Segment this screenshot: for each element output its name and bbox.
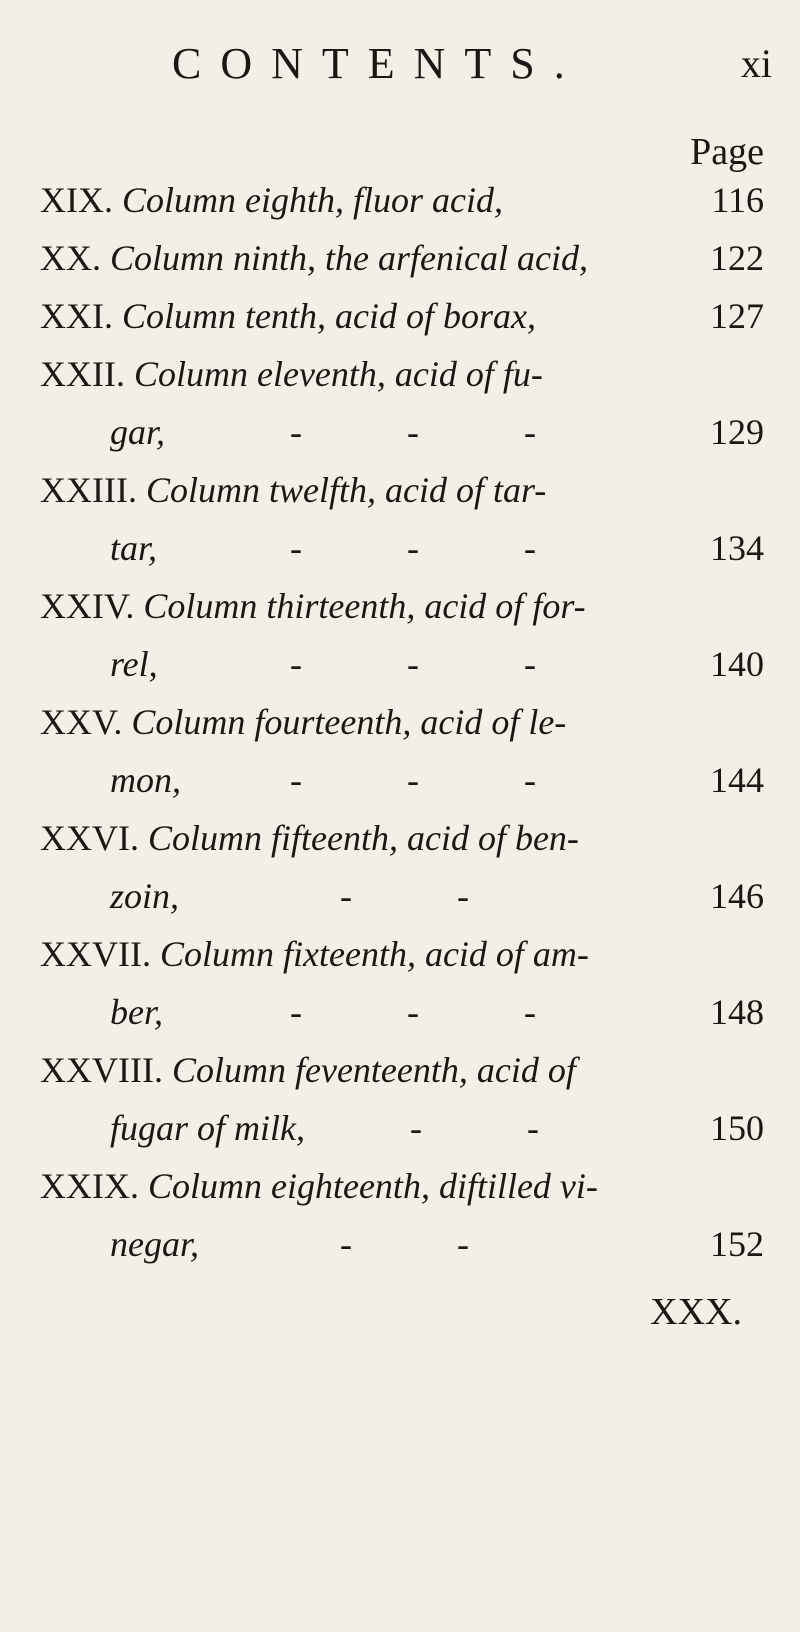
entry-text: Column eleventh, acid of fu-	[133, 354, 543, 394]
toc-entry	[40, 236, 764, 288]
toc-continuation-line	[40, 642, 764, 694]
entry-page: 127	[710, 296, 764, 336]
entry-text: Column eighteenth, diftilled vi-	[147, 1166, 598, 1206]
entry-number: XX.	[40, 238, 101, 278]
toc-line	[40, 700, 764, 752]
entry-number: XXVII.	[40, 934, 151, 974]
entry-page: 150	[710, 1108, 764, 1148]
entry-text: Column thirteenth, acid of for-	[143, 586, 586, 626]
toc-entry	[40, 352, 764, 462]
entry-continuation: tar,	[110, 528, 158, 568]
entry-number: XXII.	[40, 354, 125, 394]
entry-number: XXVI.	[40, 818, 139, 858]
entry-continuation: rel,	[110, 644, 158, 684]
entry-number: XXV.	[40, 702, 123, 742]
entry-text: Column feventeenth, acid of	[171, 1050, 576, 1090]
entry-page: 129	[710, 412, 764, 452]
toc-line	[40, 236, 764, 288]
toc-entry	[40, 584, 764, 694]
toc-entry	[40, 178, 764, 230]
entry-continuation: fugar of milk,	[110, 1108, 305, 1148]
running-header	[0, 38, 800, 98]
toc-entry	[40, 468, 764, 578]
entry-continuation: zoin,	[110, 876, 180, 916]
toc-line	[40, 1164, 764, 1216]
page-folio: xi	[740, 41, 772, 86]
toc-line	[40, 584, 764, 636]
entry-text: Column eighth, fluor acid,	[121, 180, 503, 220]
entry-continuation: ber,	[110, 992, 163, 1032]
toc-line	[40, 1048, 764, 1100]
toc-line	[40, 352, 764, 404]
entry-continuation: negar,	[110, 1224, 199, 1264]
entry-text: Column twelfth, acid of tar-	[145, 470, 547, 510]
entry-number: XIX.	[40, 180, 113, 220]
leader-dashes: - - -	[290, 412, 584, 452]
toc-continuation-line	[40, 1106, 764, 1158]
entry-page: 116	[711, 180, 764, 220]
entry-page: 152	[710, 1224, 764, 1264]
entry-text: Column fifteenth, acid of ben-	[147, 818, 579, 858]
entry-page: 146	[710, 876, 764, 916]
entry-page: 148	[710, 992, 764, 1032]
toc-continuation-line	[40, 874, 764, 926]
entry-text: Column ninth, the arfenical acid,	[110, 238, 588, 278]
toc-entry	[40, 700, 764, 810]
leader-dashes: - - -	[290, 644, 584, 684]
leader-dashes: - -	[340, 876, 517, 916]
toc-continuation-line	[40, 1222, 764, 1274]
toc-entry	[40, 1164, 764, 1274]
entry-number: XXIV.	[40, 586, 135, 626]
entry-number: XXI.	[40, 296, 113, 336]
leader-dashes: - - -	[290, 528, 584, 568]
toc-line	[40, 294, 764, 346]
entry-number: XXVIII.	[40, 1050, 163, 1090]
entry-text: Column fixteenth, acid of am-	[159, 934, 589, 974]
entry-page: 144	[710, 760, 764, 800]
entry-text: Column tenth, acid of borax,	[121, 296, 536, 336]
leader-dashes: - - -	[290, 992, 584, 1032]
toc-continuation-line	[40, 990, 764, 1042]
catchword: XXX.	[650, 1291, 742, 1333]
toc-entry	[40, 816, 764, 926]
entry-continuation: mon,	[110, 760, 181, 800]
entry-number: XXIII.	[40, 470, 137, 510]
toc-continuation-line	[40, 410, 764, 462]
leader-dashes: - -	[410, 1108, 587, 1148]
toc-continuation-line	[40, 758, 764, 810]
entry-page: 140	[710, 644, 764, 684]
entry-text: Column fourteenth, acid of le-	[131, 702, 567, 742]
entry-page: 122	[710, 238, 764, 278]
toc-entry	[40, 932, 764, 1042]
toc-line	[40, 816, 764, 868]
toc-line	[40, 932, 764, 984]
entry-continuation: gar,	[110, 412, 166, 452]
toc-line	[40, 178, 764, 230]
entry-number: XXIX.	[40, 1166, 139, 1206]
entry-page: 134	[710, 528, 764, 568]
leader-dashes: - -	[340, 1224, 517, 1264]
leader-dashes: - - -	[290, 760, 584, 800]
header-title: CONTENTS.	[172, 39, 584, 88]
toc-line	[40, 468, 764, 520]
toc-continuation-line	[40, 526, 764, 578]
toc-entry	[40, 1048, 764, 1158]
page-column-label: Page	[690, 131, 764, 173]
toc-entry	[40, 294, 764, 346]
